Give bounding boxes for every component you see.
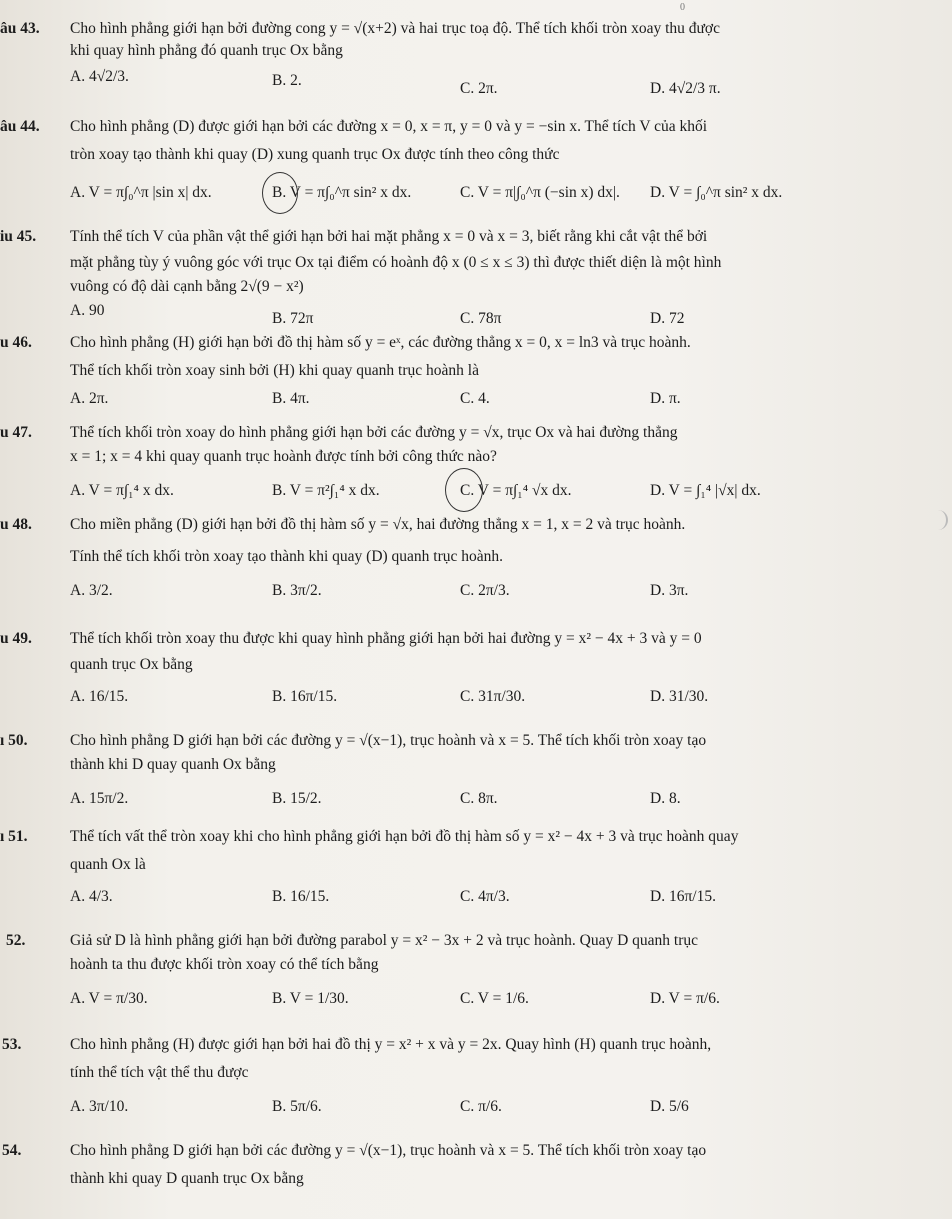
option-c: C. 2π/3. [460, 582, 510, 599]
option-b: B. 2. [272, 72, 302, 89]
question-text: Tính thể tích khối tròn xoay tạo thành khi quay (D) quanh trục hoành. [70, 548, 504, 565]
question-text: hoành ta thu được khối tròn xoay có thể tích bằng [70, 956, 379, 973]
option-b: B. 3π/2. [272, 582, 322, 599]
question-text: Cho hình phẳng (D) được giới hạn bởi các đường x = 0, x = π, y = 0 và y = −sin x. Thể tích V của khối [70, 118, 708, 135]
question-text: vuông có độ dài cạnh bằng 2√(9 − x²) [70, 278, 304, 295]
option-d: D. V = ∫₀^π sin² x dx. [650, 184, 783, 201]
option-a: A. V = π∫₁⁴ x dx. [70, 482, 174, 499]
option-b: B. 16π/15. [272, 688, 338, 705]
option-a: A. V = π∫₀^π |sin x| dx. [70, 184, 212, 201]
option-b: B. 4π. [272, 390, 310, 407]
question-text: Cho hình phẳng D giới hạn bởi các đường y = √(x−1), trục hoành và x = 5. Thể tích khối tròn xoay tạo [70, 1142, 707, 1159]
question-text: quanh trục Ox bằng [70, 656, 193, 673]
question-number: u 49. [0, 630, 32, 647]
question-text: Cho hình phẳng D giới hạn bởi các đường y = √(x−1), trục hoành và x = 5. Thể tích khối tròn xoay tạo [70, 732, 707, 749]
question-text: Cho hình phẳng (H) được giới hạn bởi hai đồ thị y = x² + x và y = 2x. Quay hình (H) quanh trục hoành, [70, 1036, 712, 1053]
question-number: u 46. [0, 334, 32, 351]
option-a: A. 4√2/3. [70, 68, 129, 85]
option-c: C. 31π/30. [460, 688, 526, 705]
option-d: D. 4√2/3 π. [650, 80, 721, 97]
question-text: Cho hình phẳng (H) giới hạn bởi đồ thị hàm số y = eˣ, các đường thẳng x = 0, x = ln3 và trục hoành. [70, 334, 691, 351]
question-number: ı 51. [0, 828, 28, 845]
option-a: A. 16/15. [70, 688, 129, 705]
option-d: D. V = ∫₁⁴ |√x| dx. [650, 482, 761, 499]
option-c: C. 4. [460, 390, 490, 407]
question-number: âu 43. [0, 20, 40, 37]
question-number: 54. [2, 1142, 22, 1159]
option-a: A. 3/2. [70, 582, 113, 599]
option-c: C. 8π. [460, 790, 498, 807]
option-b: B. V = π²∫₁⁴ x dx. [272, 482, 380, 499]
option-d: D. 5/6 [650, 1098, 689, 1115]
question-text: Thể tích khối tròn xoay thu được khi quay hình phẳng giới hạn bởi hai đường y = x² − 4x + 3 và y = 0 [70, 630, 702, 647]
option-b: B. 15/2. [272, 790, 322, 807]
option-a: A. 2π. [70, 390, 109, 407]
option-c: C. 78π [460, 310, 502, 327]
question-text: tròn xoay tạo thành khi quay (D) xung quanh trục Ox được tính theo công thức [70, 146, 560, 163]
option-d: D. 31/30. [650, 688, 709, 705]
question-text: thành khi D quay quanh Ox bằng [70, 756, 276, 773]
page-edge-mark [936, 510, 948, 530]
option-c: C. V = π∫₁⁴ √x dx. [460, 482, 572, 499]
question-text: Tính thể tích V của phần vật thể giới hạn bởi hai mặt phẳng x = 0 và x = 3, biết rằng khi cắt vật thể bởi [70, 228, 708, 245]
question-number: u 48. [0, 516, 32, 533]
question-text: tính thể tích vật thể thu được [70, 1064, 249, 1081]
option-a: A. 3π/10. [70, 1098, 129, 1115]
option-b: B. V = 1/30. [272, 990, 349, 1007]
question-text: Cho miền phẳng (D) giới hạn bởi đồ thị hàm số y = √x, hai đường thẳng x = 1, x = 2 và trục hoành. [70, 516, 686, 533]
option-c: C. π/6. [460, 1098, 502, 1115]
option-d: D. 3π. [650, 582, 689, 599]
top-mark: 0 [680, 2, 685, 13]
option-b: B. 72π [272, 310, 314, 327]
question-text: Cho hình phẳng giới hạn bởi đường cong y = √(x+2) và hai trục toạ độ. Thể tích khối tròn xoay thu được [70, 20, 720, 37]
question-text: Giả sử D là hình phẳng giới hạn bởi đường parabol y = x² − 3x + 2 và trục hoành. Quay D quanh trục [70, 932, 698, 949]
answer-circle-mark [445, 468, 483, 512]
option-a: A. V = π/30. [70, 990, 148, 1007]
question-number: ı 50. [0, 732, 28, 749]
question-text: x = 1; x = 4 khi quay quanh trục hoành được tính bởi công thức nào? [70, 448, 497, 465]
option-d: D. 8. [650, 790, 681, 807]
question-text: quanh Ox là [70, 856, 146, 873]
question-text: mặt phẳng tùy ý vuông góc với trục Ox tại điểm có hoành độ x (0 ≤ x ≤ 3) thì được thiết diện là một hình [70, 254, 722, 271]
option-c: C. 4π/3. [460, 888, 510, 905]
question-number: âu 44. [0, 118, 40, 135]
question-number: 52. [6, 932, 26, 949]
option-d: D. 72 [650, 310, 685, 327]
question-text: Thể tích khối tròn xoay sinh bởi (H) khi quay quanh trục hoành là [70, 362, 479, 379]
option-d: D. 16π/15. [650, 888, 716, 905]
question-text: Thể tích khối tròn xoay do hình phẳng giới hạn bởi các đường y = √x, trục Ox và hai đường thẳng [70, 424, 678, 441]
answer-circle-mark [262, 172, 298, 214]
option-b: B. 16/15. [272, 888, 330, 905]
question-number: u 47. [0, 424, 32, 441]
question-text: Thể tích vất thể tròn xoay khi cho hình phẳng giới hạn bởi đồ thị hàm số y = x² − 4x + 3 và trục hoành quay [70, 828, 739, 845]
question-text: khi quay hình phẳng đó quanh trục Ox bằng [70, 42, 343, 59]
option-a: A. 90 [70, 302, 105, 319]
question-number: 53. [2, 1036, 22, 1053]
option-b: B. V = π∫₀^π sin² x dx. [272, 184, 412, 201]
question-text: thành khi quay D quanh trục Ox bằng [70, 1170, 304, 1187]
option-d: D. π. [650, 390, 681, 407]
option-a: A. 15π/2. [70, 790, 129, 807]
option-a: A. 4/3. [70, 888, 113, 905]
option-b: B. 5π/6. [272, 1098, 322, 1115]
option-d: D. V = π/6. [650, 990, 720, 1007]
option-c: C. V = π|∫₀^π (−sin x) dx|. [460, 184, 620, 201]
question-number: iu 45. [0, 228, 37, 245]
option-c: C. 2π. [460, 80, 498, 97]
option-c: C. V = 1/6. [460, 990, 529, 1007]
